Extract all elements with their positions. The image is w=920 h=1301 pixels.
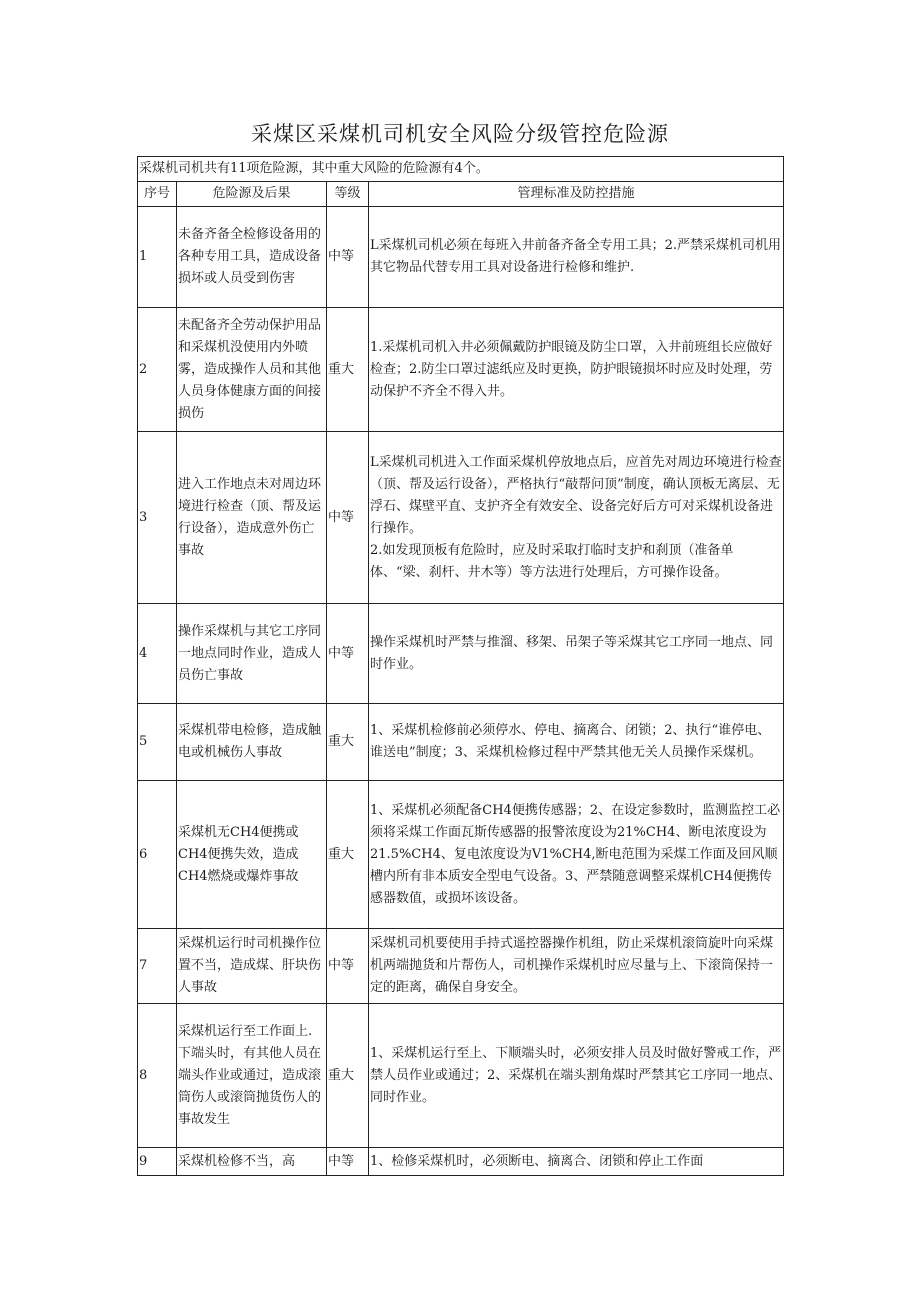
row-measures: 操作采煤机时严禁与推溜、移架、吊架子等采煤其它工序同一地点、同时作业。 — [369, 604, 784, 704]
table-row — [138, 432, 784, 604]
row-level: 中等 — [327, 207, 369, 308]
table-row — [138, 207, 784, 308]
table-row — [138, 781, 784, 929]
header-row — [138, 182, 784, 207]
row-measures: 1、采煤机检修前必须停水、停电、摘离合、闭锁；2、执行“谁停电、谁送电”制度；3、采煤机检修过程中严禁其他无关人员操作采煤机。 — [369, 704, 784, 781]
row-measures: 1.采煤机司机入井必须佩戴防护眼镜及防尘口罩，入井前班组长应做好检查；2.防尘口罩过滤纸应及时更换，防护眼镜损坏时应及时处理，劳动保护不齐全不得入井。 — [369, 308, 784, 432]
header-index: 序号 — [138, 182, 177, 207]
row-measures: 1、采煤机必须配备CH4便携传感器；2、在设定参数时，监测监控工必须将采煤工作面瓦斯传感器的报警浓度设为21%CH4、断电浓度设为21.5%CH4、复电浓度设为V1%CH4,断电范围为采煤工作面及回风顺槽内所有非本质安全型电气设备。3、严禁随意调整采煤机CH4便携传感器数值，或损坏该设备。 — [369, 781, 784, 929]
row-level: 中等 — [327, 1148, 369, 1176]
header-level: 等级 — [327, 182, 369, 207]
row-index: 5 — [138, 704, 177, 781]
row-index: 9 — [138, 1148, 177, 1176]
row-level: 中等 — [327, 604, 369, 704]
row-hazard: 未备齐备全检修设备用的各种专用工具，造成设备损坏或人员受到伤害 — [177, 207, 327, 308]
summary-cell: 采煤机司机共有11项危险源，其中重大风险的危险源有4个。 — [138, 157, 784, 182]
row-index: 1 — [138, 207, 177, 308]
row-hazard: 未配备齐全劳动保护用品和采煤机没使用内外喷雾，造成操作人员和其他人员身体健康方面的间接损伤 — [177, 308, 327, 432]
table-row — [138, 308, 784, 432]
row-measures: L采煤机司机必须在每班入井前备齐备全专用工具；2.严禁采煤机司机用其它物品代替专用工具对设备进行检修和维护. — [369, 207, 784, 308]
row-level: 重大 — [327, 1004, 369, 1148]
table-row — [138, 604, 784, 704]
row-measures: 1、检修采煤机时，必须断电、摘离合、闭锁和停止工作面 — [369, 1148, 784, 1176]
header-measures: 管理标准及防控措施 — [369, 182, 784, 207]
table-row — [138, 929, 784, 1004]
row-hazard: 采煤机检修不当，高 — [177, 1148, 327, 1176]
row-hazard: 采煤机运行至工作面上.下端头时，有其他人员在端头作业或通过，造成滚筒伤人或滚筒抛货伤人的事故发生 — [177, 1004, 327, 1148]
risk-table — [137, 156, 784, 1176]
row-hazard: 采煤机运行时司机操作位置不当，造成煤、肝块伤人事故 — [177, 929, 327, 1004]
row-level: 重大 — [327, 308, 369, 432]
row-index: 3 — [138, 432, 177, 604]
row-hazard: 采煤机带电检修，造成触电或机械伤人事故 — [177, 704, 327, 781]
row-index: 8 — [138, 1004, 177, 1148]
table-row — [138, 1148, 784, 1176]
table-row — [138, 1004, 784, 1148]
row-hazard: 进入工作地点未对周边环境进行检查（顶、帮及运行设备），造成意外伤亡事故 — [177, 432, 327, 604]
row-index: 6 — [138, 781, 177, 929]
row-hazard: 操作采煤机与其它工序同一地点同时作业，造成人员伤亡事故 — [177, 604, 327, 704]
document-title: 采煤区采煤机司机安全风险分级管控危险源 — [251, 122, 669, 146]
header-hazard: 危险源及后果 — [177, 182, 327, 207]
row-level: 中等 — [327, 432, 369, 604]
row-level: 中等 — [327, 929, 369, 1004]
row-level: 重大 — [327, 704, 369, 781]
row-hazard: 采煤机无CH4便携或CH4便携失效，造成CH4燃烧或爆炸事故 — [177, 781, 327, 929]
row-measures: 采煤机司机要使用手持式遥控器操作机组，防止采煤机滚筒旋叶向采煤机两端抛货和片帮伤人，司机操作采煤机时应尽量与上、下滚筒保持一定的距离，确保自身安全。 — [369, 929, 784, 1004]
row-index: 4 — [138, 604, 177, 704]
summary-row — [138, 157, 784, 182]
row-index: 2 — [138, 308, 177, 432]
row-measures: 1、采煤机运行至上、下顺端头时，必须安排人员及时做好警戒工作，严禁人员作业或通过；2、采煤机在端头割角煤时严禁其它工序同一地点、同时作业。 — [369, 1004, 784, 1148]
row-level: 重大 — [327, 781, 369, 929]
row-measures: L采煤机司机进入工作面采煤机停放地点后，应首先对周边环境进行检查（顶、帮及运行设备），严格执行“敲帮问顶”制度，确认顶板无离层、无浮石、煤壁平直、支护齐全有效安全、设备完好后方可对采煤机设备进行操作。 2.如发现顶板有危险时，应及时采取打临时支护和刹顶（准备单体、“梁、刹杆、井木等）等方法进行处理后，方可操作设备。 — [369, 432, 784, 604]
table-row — [138, 704, 784, 781]
row-index: 7 — [138, 929, 177, 1004]
